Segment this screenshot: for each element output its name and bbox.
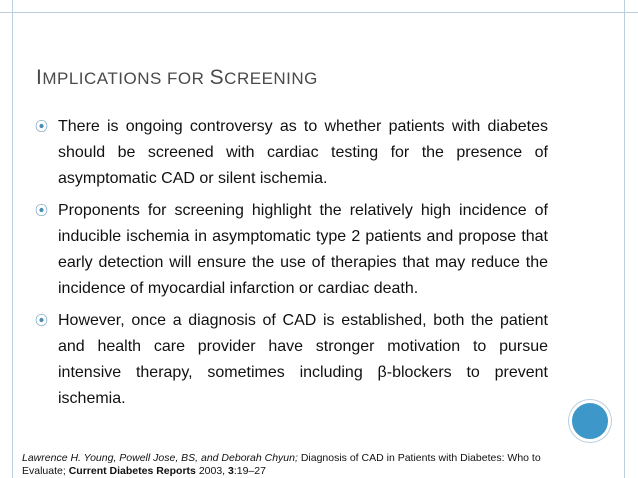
bullet-item [34, 114, 548, 192]
title-part-1: MPLICATIONS FOR [42, 69, 210, 88]
ring-bullet-icon: ⦿ [35, 203, 49, 218]
citation-year: 2003, [195, 465, 229, 477]
ring-bullet-icon: ⦿ [35, 119, 49, 134]
top-rule [0, 12, 638, 13]
citation-title: Diagnosis of CAD in Patients with Diabetes: Who to Evaluate; [22, 452, 541, 477]
bullet-item [34, 198, 548, 302]
citation-journal: Current Diabetes Reports [68, 465, 196, 477]
title-initial-1: I [36, 66, 43, 89]
bullet-text: Proponents for screening highlight the relatively high incidence of inducible ischemia in asymptomatic type 2 patients and propose that early detection will ensure the use of therapies that may reduce the incidence of myocardial infarction or cardiac death. [58, 202, 548, 297]
title-initial-2: S [209, 66, 225, 89]
citation-volume: 3 [228, 465, 234, 477]
citation-pages: :19–27 [233, 465, 266, 477]
ring-bullet-icon: ⦿ [35, 313, 49, 328]
slide-title [36, 66, 318, 90]
title-part-2: CREENING [224, 69, 318, 88]
decorative-circle [569, 400, 611, 442]
bullet-item [34, 308, 548, 412]
bullet-text: However, once a diagnosis of CAD is established, both the patient and health care provider have stronger motivation to pursue intensive therapy, sometimes including β-blockers to prevent ischemia. [58, 312, 548, 407]
bullet-text: There is ongoing controversy as to whether patients with diabetes should be screened with cardiac testing for the presence of asymptomatic CAD or silent ischemia. [58, 118, 548, 187]
citation-authors: Lawrence H. Young, Powell Jose, BS, and Deborah Chyun; [22, 452, 298, 464]
citation [22, 452, 562, 478]
bullet-list [34, 114, 548, 418]
